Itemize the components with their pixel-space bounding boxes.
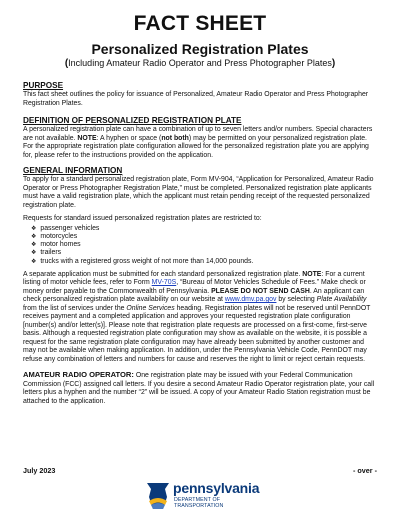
definition-note-label: NOTE bbox=[77, 134, 97, 142]
amateur-radio-label: AMATEUR RADIO OPERATOR: bbox=[23, 370, 134, 380]
purpose-section bbox=[23, 81, 377, 108]
p3-text-c: : For a current listing of motor vehicle fees, refer to Form bbox=[23, 270, 365, 287]
mv70s-link[interactable]: MV-70S bbox=[151, 279, 177, 287]
definition-section bbox=[23, 116, 377, 160]
logo-department: DEPARTMENT OF TRANSPORTATION bbox=[174, 497, 224, 509]
logo-wordmark: pennsylvania bbox=[173, 480, 260, 496]
page-title: FACT SHEET bbox=[133, 12, 267, 35]
plate-availability-term: Plate Availability bbox=[316, 296, 367, 304]
purpose-heading: PURPOSE bbox=[23, 81, 64, 90]
dmv-website-link[interactable]: www.dmv.pa.gov bbox=[224, 296, 277, 304]
list-item: ❖ passenger vehicles bbox=[31, 225, 377, 233]
subtitle-note-text: Including Amateur Radio Operator and Press Photographer Plates bbox=[68, 58, 332, 68]
p3-text-e: , “Bureau of Motor Vehicles Schedule of Fees.” Make check or money order payable to the Commonwealth of Pennsylvania. bbox=[23, 279, 366, 295]
definition-text-2: : A hyphen or space ( bbox=[96, 134, 162, 142]
p3-text-k: from the list of services under the bbox=[23, 304, 127, 312]
general-paragraph-3 bbox=[23, 271, 377, 365]
online-services-term: Online Services bbox=[126, 304, 175, 312]
general-paragraph-1: To apply for a standard personalized registration plate, Form MV-904, “Application for Personalized, Amateur Radio Operator or Press Photographer Registration Plate,” must be completed. Personalized registration plate applicants must have a valid registration plate, which the applicant must retain pending receipt of the requested personalized registration plate. bbox=[23, 176, 374, 209]
p3-note-label: NOTE bbox=[302, 270, 322, 278]
definition-text-3: ) may be permitted on your personalized registration plate. For the appropriate registration plate configuration allowed for the personalized registration plate you are applying for, please refer to the instructions provided on the application. bbox=[23, 134, 369, 159]
p3-text-i: by selecting bbox=[276, 296, 317, 304]
p3-text-m: heading. Registration plates will not be reserved until PennDOT receives payment and a completed application and approves your requested registration plate configuration [number(s) and/or letter(s)]. Please note that registration plate requests are processed on a first-come, first-serve basis. Although a requested registration plate configuration may show as available on the website, it is possible a request for the same registration plate configuration may have already been submitted by another customer and may not be available when making application. In addition, under the Pennsylvania Vehicle Code, PennDOT may refuse any combination of letters and numbers for cause and reserves the right to limit or reject certain requests. bbox=[23, 304, 371, 363]
definition-text bbox=[23, 126, 377, 160]
general-section bbox=[23, 166, 377, 364]
general-heading: GENERAL INFORMATION bbox=[23, 166, 123, 175]
purpose-text: This fact sheet outlines the policy for issuance of Personalized, Amateur Radio Operator and Press Photographer Registration Plates. bbox=[23, 91, 369, 107]
list-item: ❖ motor homes bbox=[31, 241, 377, 249]
definition-text-1: A personalized registration plate can have a combination of up to seven letters and/or numbers. Special characters are not available. bbox=[23, 126, 373, 142]
p3-text-g: . An applicant can check personalized registration plate availability on our website at bbox=[23, 287, 365, 304]
page-subtitle: Personalized Registration Plates bbox=[91, 41, 309, 57]
paren-open: ( bbox=[64, 58, 69, 69]
p3-text-a: A separate application must be submitted for each standard personalized registration plate. bbox=[23, 270, 303, 278]
footer-over: - over - bbox=[353, 466, 377, 475]
penndot-logo bbox=[145, 480, 265, 512]
amateur-radio-section bbox=[23, 371, 377, 406]
list-item: ❖ motorcycles bbox=[31, 233, 377, 241]
vehicle-type-list bbox=[23, 225, 377, 266]
list-item: ❖ trucks with a registered gross weight of not more than 14,000 pounds. bbox=[31, 258, 377, 266]
footer-date: July 2023 bbox=[23, 466, 56, 475]
keystone-icon bbox=[145, 481, 171, 511]
amateur-radio-text: One registration plate may be issued with your Federal Communication Commission (FCC) assigned call letters. If you desire a second Amateur Radio Operator registration plate, your call letters plus a hyphen and the number “2” will be issued. A copy of your Amateur Radio Station registration must be attached to the application. bbox=[23, 372, 375, 405]
paren-close: ) bbox=[331, 58, 336, 69]
no-cash-warning: PLEASE DO NOT SEND CASH bbox=[211, 287, 310, 295]
page-subtitle-note bbox=[23, 58, 377, 69]
definition-heading: DEFINITION OF PERSONALIZED REGISTRATION PLATE bbox=[23, 116, 242, 125]
definition-not-both: not both bbox=[161, 134, 189, 142]
list-item: ❖ trailers bbox=[31, 249, 377, 257]
general-paragraph-2: Requests for standard issued personalized registration plates are restricted to: bbox=[23, 215, 262, 222]
